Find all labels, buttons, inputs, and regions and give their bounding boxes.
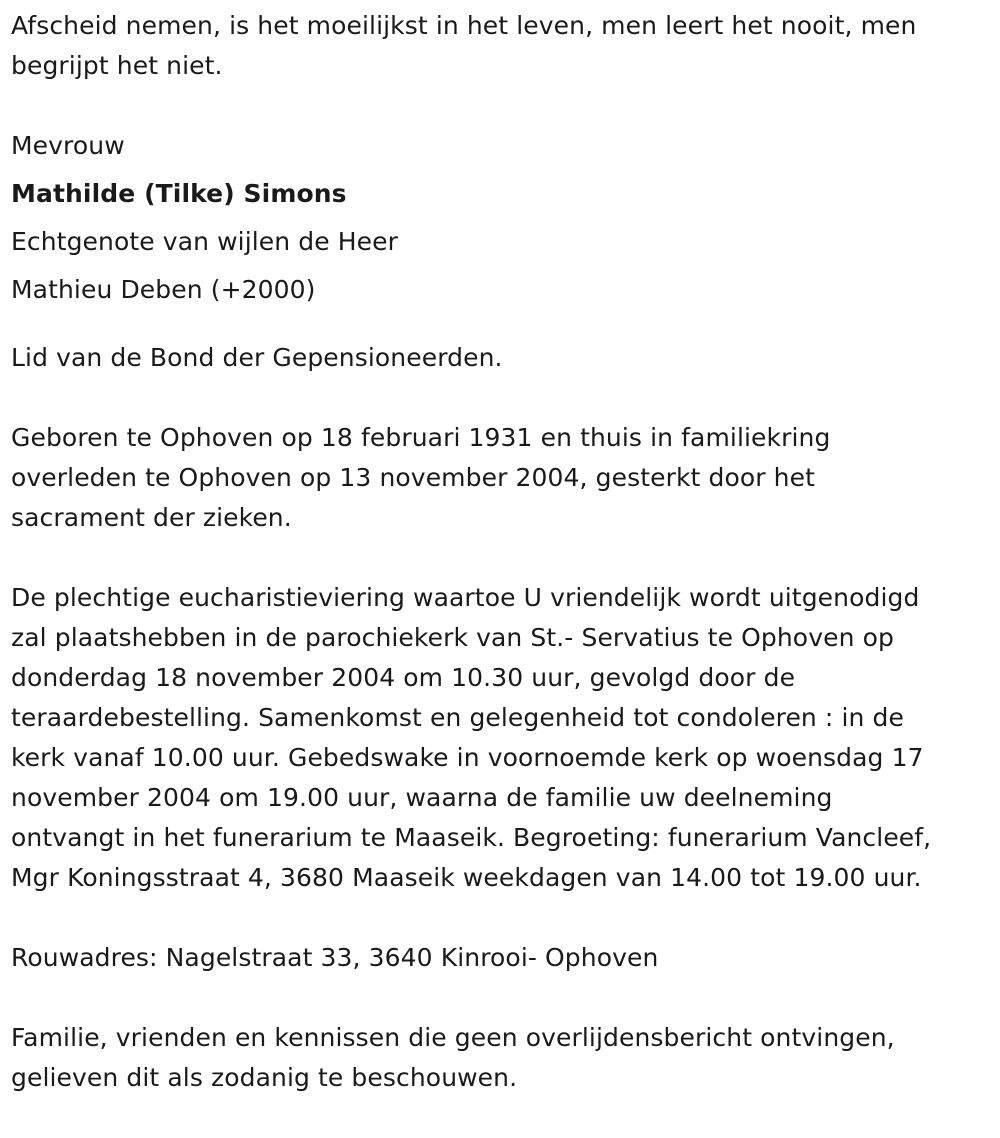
address-line: Rouwadres: Nagelstraat 33, 3640 Kinrooi- Ophoven [11, 943, 659, 972]
spouse-line: Mathieu Deben (+2000) [11, 275, 316, 304]
ceremony-line: teraardebestelling. Samenkomst en gelegenheid tot condoleren : in de [11, 703, 904, 732]
intro-line: begrijpt het niet. [11, 51, 223, 80]
closing-line: gelieven dit als zodanig te beschouwen. [11, 1063, 518, 1092]
ceremony-line: Mgr Koningsstraat 4, 3680 Maaseik weekdagen van 14.00 tot 19.00 uur. [11, 863, 922, 892]
ceremony-line: donderdag 18 november 2004 om 10.30 uur, gevolgd door de [11, 663, 796, 692]
intro-paragraph [11, 6, 996, 86]
obituary-document [11, 6, 996, 1138]
address-paragraph [11, 938, 996, 978]
birth-death-line: Geboren te Ophoven op 18 februari 1931 en thuis in familiekring [11, 423, 831, 452]
ceremony-line: november 2004 om 19.00 uur, waarna de familie uw deelneming [11, 783, 833, 812]
intro-line: Afscheid nemen, is het moeilijkst in het leven, men leert het nooit, men [11, 11, 917, 40]
spouse-line: Echtgenote van wijlen de Heer [11, 227, 399, 256]
person-name: Mathilde (Tilke) Simons [11, 179, 347, 208]
ceremony-line: ontvangt in het funerarium te Maaseik. Begroeting: funerarium Vancleef, [11, 823, 932, 852]
birth-death-line: sacrament der zieken. [11, 503, 292, 532]
person-title: Mevrouw [11, 131, 125, 160]
birth-death-line: overleden te Ophoven op 13 november 2004, gesterkt door het [11, 463, 816, 492]
ceremony-paragraph [11, 578, 996, 898]
ceremony-line: zal plaatshebben in de parochiekerk van St.- Servatius te Ophoven op [11, 623, 894, 652]
closing-paragraph [11, 1018, 996, 1098]
membership-paragraph [11, 338, 996, 378]
closing-line: Familie, vrienden en kennissen die geen overlijdensbericht ontvingen, [11, 1023, 895, 1052]
membership-line: Lid van de Bond der Gepensioneerden. [11, 343, 503, 372]
person-block [11, 122, 996, 314]
ceremony-line: kerk vanaf 10.00 uur. Gebedswake in voornoemde kerk op woensdag 17 [11, 743, 924, 772]
birth-death-paragraph [11, 418, 996, 538]
ceremony-line: De plechtige eucharistieviering waartoe U vriendelijk wordt uitgenodigd [11, 583, 920, 612]
